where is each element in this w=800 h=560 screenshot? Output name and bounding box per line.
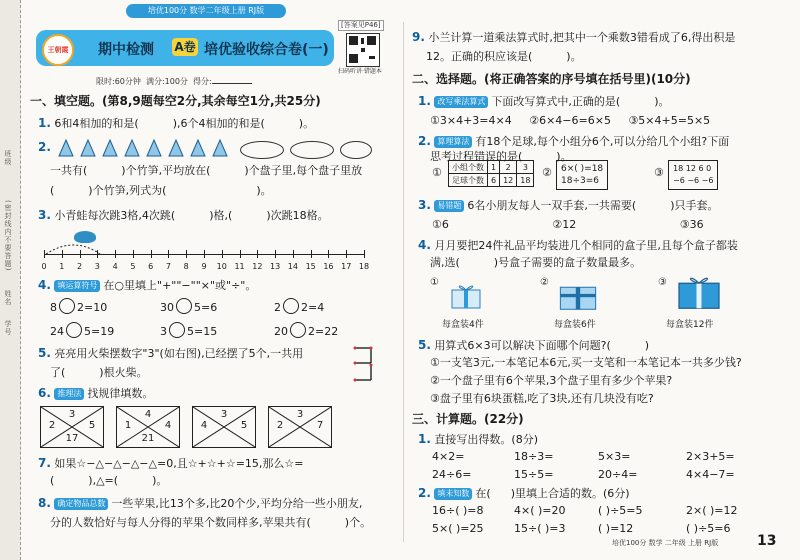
matchstick-three-icon [352,346,374,382]
number-line-tick [275,250,276,258]
exam-title: 期中检测 [98,42,154,58]
number-line-tick [62,250,63,258]
number-line-tick [151,250,152,258]
number-line-tick [346,250,347,258]
binding-notice: (密封线内不要答题) [4,200,12,272]
number-line-label: 9 [201,262,207,271]
calc-item[interactable]: 4×2= [432,450,465,463]
time-limit: 限时:60分钟 [96,77,141,86]
number-line-tick [240,250,241,258]
question-2-number: 2. [38,140,51,154]
grouping-table: 小组个数 1 2 3 足球个数 6 12 18 [448,160,534,187]
number-line-label: 10 [216,262,227,271]
gift-box-small-icon [446,280,486,310]
question-6: 6. 推理法 找规律填数。 [38,386,154,400]
number-line-label: 4 [112,262,118,271]
pattern-answer-cell: 21 [141,433,155,444]
section-3-title: 三、计算题。(22分) [412,412,524,426]
fill-item[interactable]: 16÷( )=8 [432,504,484,517]
plate-icon [290,141,334,159]
number-line-tick [364,250,365,258]
pattern-number: 1 [124,420,132,431]
question-9-line-2: 12。正确的积应该是( )。 [426,50,582,63]
choice-4-line-2: 满,选( )号盒子需要的盒子数量最多。 [430,256,642,269]
section-1-title: 一、填空题。(第8,9题每空2分,其余每空1分,共25分) [30,94,321,108]
paper-a-badge: A卷 [172,38,198,56]
option-3-box: 18 12 6 0 −6 −6 −6 [668,160,718,190]
number-line-label: 1 [59,262,65,271]
question-4: 4. 填运算符号 在○里填上"+""−""×"或"÷"。 [38,278,257,292]
calc-item[interactable]: 15÷5= [514,468,554,481]
operator-circle[interactable] [290,322,306,338]
method-tag: 易错题 [434,200,464,212]
number-line-label: 8 [183,262,189,271]
fill-item[interactable]: 5×( )=25 [432,522,484,535]
calc-item[interactable]: 20÷4= [598,468,638,481]
number-line-label: 2 [77,262,83,271]
number-line-label: 16 [323,262,334,271]
gift-1-label: 每盒装4件 [442,320,484,330]
method-tag: 改写乘法算式 [434,96,488,108]
plate-icon [340,141,372,159]
number-line-tick [186,250,187,258]
page-number: 13 [757,533,777,549]
score-field[interactable] [212,83,252,84]
operator-row-2b: 3 5=15 [160,322,217,339]
calc-item[interactable]: 2×3+5= [686,450,735,463]
choice-4: 4. 月月要把24件礼品平均装进几个相同的盒子里,且每个盒子都装 [418,238,738,252]
number-line-tick [168,250,169,258]
option-1[interactable]: ①3×4+3=4×4 [430,114,512,127]
bamboo-shoot-icon [122,138,142,158]
number-line-label: 17 [341,262,352,271]
calc-2: 2. 填未知数 在( )里填上合适的数。(6分) [418,486,630,500]
number-line-label: 3 [94,262,100,271]
bamboo-shoot-icon [100,138,120,158]
footer-series: 培优100分 数学 二年级 上册 RJ版 [612,539,719,547]
operator-circle[interactable] [169,322,185,338]
pattern-number: 7 [316,420,324,431]
question-8: 8. 确定物品总数 一些苹果,比13个多,比20个少,平均分给一些小朋友, [38,496,363,510]
option-1[interactable]: ①6 [432,218,449,231]
exam-subtitle: 培优验收综合卷(一) [204,42,329,58]
number-line-tick [293,250,294,258]
option-1[interactable]: ①一支笔3元,一本笔记本6元,买一支笔和一本笔记本一共多少钱? [430,356,742,369]
choice-3: 3. 易错题 6名小朋友每人一双手套,一共需要( )只手套。 [418,198,719,212]
method-tag: 推理法 [54,388,84,400]
fill-item[interactable]: 2×( )=12 [686,504,738,517]
number-line-label: 7 [165,262,171,271]
fill-item[interactable]: 4×( )=20 [514,504,566,517]
binding-class-label: 班级 [4,150,12,166]
option-2[interactable]: ②6×4−6=6×5 [529,114,611,127]
pattern-number: 2 [276,420,284,431]
operator-circle[interactable] [66,322,82,338]
method-tag: 确定物品总数 [54,498,108,510]
title-banner [36,30,334,66]
operator-row-1c: 2 2=4 [274,298,324,315]
number-line-label: 12 [252,262,263,271]
pattern-box [268,406,332,448]
pattern-number: 2 [48,420,56,431]
choice-2: 2. 算理算法 有18个足球,每个小组分6个,可以分给几个小组?下面 [418,134,730,148]
fill-item[interactable]: ( )÷5=6 [686,522,731,535]
bamboo-shoot-icon [144,138,164,158]
full-score: 满分:100分 [145,77,188,86]
number-line-tick [204,250,205,258]
operator-circle[interactable] [59,298,75,314]
gift-box-medium-icon [556,278,600,312]
book-series-bar: 培优100分 数学二年级上册 RJ版 [126,4,286,18]
bamboo-shoot-icon [166,138,186,158]
choice-5: 5. 用算式6×3可以解决下面哪个问题?( ) [418,338,650,352]
number-line-tick [328,250,329,258]
pattern-box [192,406,256,448]
gift-box-large-icon [674,272,724,312]
calc-item[interactable]: 18÷3= [514,450,554,463]
pattern-number: 3 [296,409,304,420]
choice-1-options [430,114,710,128]
option-3-marker[interactable]: ③ [654,166,664,179]
question-8-line-2: 分的人数恰好与每人分得的苹果个数同样多,苹果共有( )个。 [50,516,372,529]
question-2-line-2: ( )个竹笋,列式为( )。 [50,184,272,197]
number-line-label: 6 [148,262,154,271]
method-tag: 填未知数 [434,488,472,500]
number-line-tick [257,250,258,258]
qr-code-icon[interactable] [346,33,380,67]
option-3[interactable]: ③5×4+5=5×5 [628,114,711,127]
jump-arc [44,236,104,256]
question-7: 7. 如果☆−△−△−△−△=0,且☆+☆+☆=15,那么☆= [38,456,304,470]
number-line-tick [80,250,81,258]
number-line-label: 18 [358,262,370,271]
method-tag: 填运算符号 [54,280,100,292]
choice-1: 1. 改写乘法算式 下面改写算式中,正确的是( )。 [418,94,670,108]
operator-row-1: 8 2=10 [50,298,107,315]
number-line-label: 11 [234,262,245,271]
pattern-number: 4 [144,409,152,420]
question-1: 1. 6和4相加的和是( ),6个4相加的和是( )。 [38,116,315,130]
binding-name-label: 姓名 [4,290,12,306]
operator-row-2c: 20 2=22 [274,322,338,339]
choice-3-options [432,218,704,232]
option-3[interactable]: ③盘子里有6块蛋糕,吃了3块,还有几块没有吃? [430,392,654,405]
pattern-number: 3 [68,409,76,420]
option-2-marker[interactable]: ② [542,166,552,179]
gift-1-number[interactable]: ① [430,277,439,288]
pattern-answer-cell: 17 [65,433,79,444]
bamboo-shoot-icon [78,138,98,158]
pattern-box [116,406,180,448]
question-5: 5. 亮亮用火柴摆数字"3"(如右图),已经摆了5个,一共用 [38,346,304,360]
calc-item[interactable]: 24÷6= [432,468,472,481]
answer-page-badge: [答案见P46] [338,20,384,31]
plate-icon [240,141,284,159]
option-2[interactable]: ②一个盘子里有6个苹果,3个盘子里有多少个苹果? [430,374,673,387]
question-7-line-2: ( ),△=( )。 [50,474,168,487]
number-line-tick [222,250,223,258]
option-1-marker[interactable]: ① [432,166,442,179]
exam-meta [96,76,256,87]
gift-2-number[interactable]: ② [540,277,549,288]
option-2-box: 6×( )=18 18÷3=6 [556,160,608,190]
method-tag: 算理算法 [434,136,472,148]
number-line-label: 5 [130,262,136,271]
fill-item[interactable]: 15÷( )=3 [514,522,566,535]
bamboo-shoot-icon [210,138,230,158]
qr-caption: 扫码听讲·错题本 [338,68,382,75]
binding-strip [0,0,21,560]
fill-item[interactable]: ( )=12 [598,522,634,535]
calc-item[interactable]: 5×3= [598,450,631,463]
question-3: 3. 小青蛙每次跳3格,4次跳( )格,( )次跳18格。 [38,208,329,222]
publisher-logo: 王朝霞 [42,34,74,66]
number-line-label: 14 [287,262,298,271]
bamboo-shoot-icon [56,138,76,158]
option-3[interactable]: ③36 [679,218,704,231]
pattern-number: 5 [240,420,248,431]
gift-2-label: 每盒装6件 [554,320,596,330]
bamboo-shoot-icon [188,138,208,158]
question-2-line-1: 一共有( )个竹笋,平均放在( )个盘子里,每个盘子里放 [50,164,363,177]
number-line-tick [311,250,312,258]
binding-id-label: 学号 [4,320,12,336]
calc-item[interactable]: 4×4−7= [686,468,735,481]
operator-circle[interactable] [283,298,299,314]
pattern-box [40,406,104,448]
number-line-label: 0 [41,262,47,271]
fill-item[interactable]: ( )÷5=5 [598,504,643,517]
gift-3-number[interactable]: ③ [658,277,667,288]
choice-2-line-2: 思考过程错误的是( )。 [430,150,572,163]
calc-1: 1. 直接写出得数。(8分) [418,432,539,446]
pattern-number: 3 [220,409,228,420]
question-9: 9. 小兰计算一道乘法算式时,把其中一个乘数3错看成了6,得出积是 [412,30,736,44]
number-line-tick [133,250,134,258]
number-line-tick [97,250,98,258]
operator-row-2: 24 5=19 [50,322,114,339]
number-line-tick [44,250,45,258]
question-5-line-2: 了( )根火柴。 [50,366,148,379]
column-divider [403,22,404,542]
number-line-tick [115,250,116,258]
pattern-number: 4 [164,420,172,431]
operator-row-1b: 30 5=6 [160,298,217,315]
section-2-title: 二、选择题。(将正确答案的序号填在括号里)(10分) [412,72,691,86]
gift-3-label: 每盒装12件 [666,320,714,330]
operator-circle[interactable] [176,298,192,314]
score-label: 得分: [193,77,212,86]
pattern-number: 4 [200,420,208,431]
number-line-label: 13 [270,262,281,271]
number-line-label: 15 [305,262,316,271]
pattern-number: 5 [88,420,96,431]
option-2[interactable]: ②12 [552,218,577,231]
